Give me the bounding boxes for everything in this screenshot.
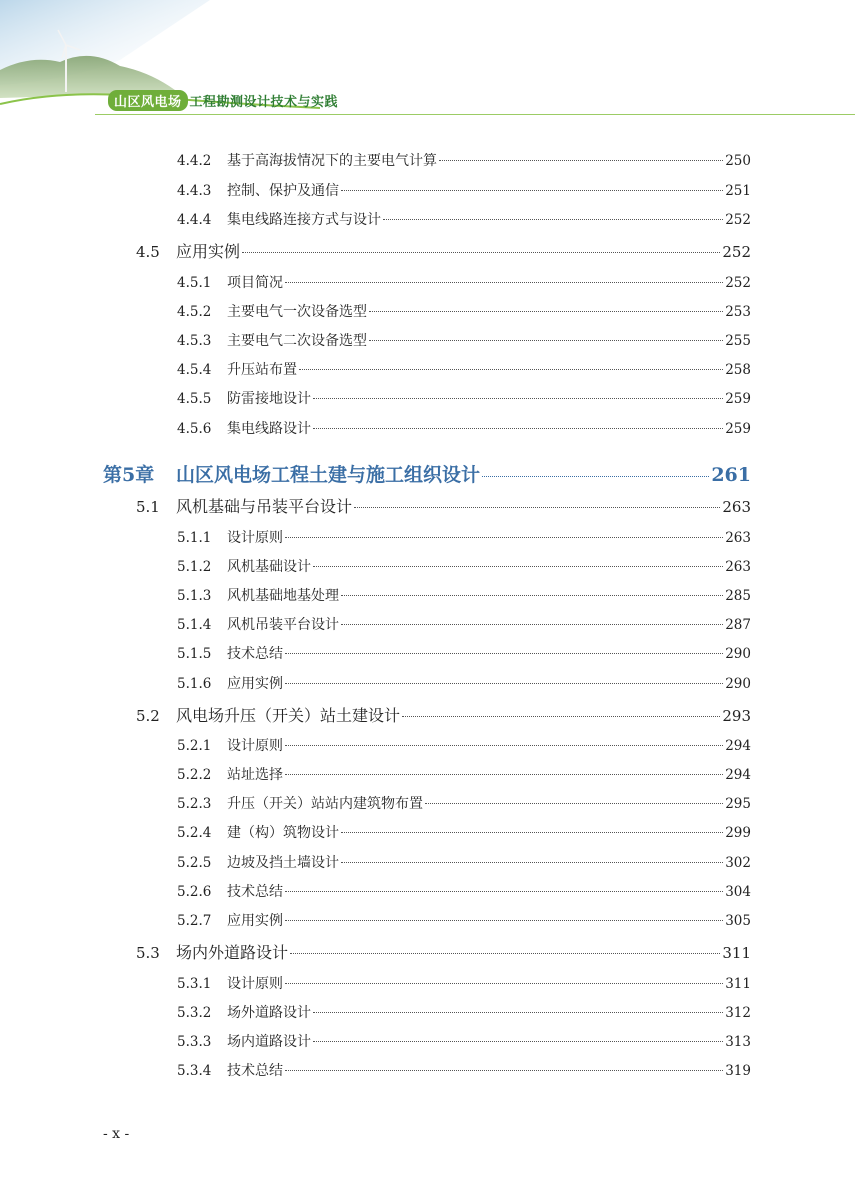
- toc-page-number: 294: [725, 738, 751, 754]
- toc-title: 技术总结: [227, 884, 283, 900]
- toc-leader-dots: [285, 653, 723, 654]
- toc-leader-dots: [290, 953, 720, 954]
- toc-page-number: 294: [725, 767, 751, 783]
- toc-title: 场内道路设计: [227, 1034, 311, 1050]
- toc-subsection[interactable]: [177, 150, 751, 170]
- toc-page-number: 304: [725, 884, 751, 900]
- toc-page-number: 302: [725, 855, 751, 871]
- toc-page-number: 252: [722, 243, 751, 261]
- toc-leader-dots: [402, 716, 720, 717]
- toc-subsection[interactable]: [177, 852, 751, 872]
- toc-title: 风电场升压（开关）站土建设计: [176, 706, 401, 725]
- toc-leader-dots: [313, 398, 723, 399]
- toc-title: 基于高海拔情况下的主要电气计算: [227, 153, 437, 169]
- toc-page-number: 295: [725, 796, 751, 812]
- toc-number: 5.2.2: [177, 767, 212, 783]
- toc-page-number: 251: [725, 183, 751, 199]
- toc-leader-dots: [285, 774, 723, 775]
- toc-page-number: 261: [711, 464, 751, 486]
- toc-title: 集电线路连接方式与设计: [227, 212, 381, 228]
- toc-title: 项目简况: [227, 275, 283, 291]
- toc-number: 5.2.1: [177, 738, 212, 754]
- toc-subsection[interactable]: [177, 418, 751, 438]
- toc-subsection[interactable]: [177, 180, 751, 200]
- toc-number: 5.3.3: [177, 1034, 212, 1050]
- toc-leader-dots: [341, 624, 723, 625]
- toc-leader-dots: [285, 891, 723, 892]
- toc-page-number: 311: [722, 944, 751, 962]
- toc-title: 风机基础地基处理: [227, 588, 339, 604]
- toc-number: 5.1.6: [177, 676, 212, 692]
- book-title-rest: 工程勘测设计技术与实践: [189, 95, 339, 110]
- toc-page-number: 263: [725, 559, 751, 575]
- toc-number: 4.5.6: [177, 421, 212, 437]
- toc-subsection[interactable]: [177, 388, 751, 408]
- toc-leader-dots: [369, 311, 723, 312]
- toc-subsection[interactable]: [177, 527, 751, 547]
- page-header: [0, 0, 864, 130]
- toc-leader-dots: [285, 1070, 723, 1071]
- toc-leader-dots: [313, 1012, 723, 1013]
- toc-title: 设计原则: [227, 530, 283, 546]
- toc-title: 风机基础设计: [227, 559, 311, 575]
- toc-leader-dots: [313, 566, 723, 567]
- toc-title: 设计原则: [227, 738, 283, 754]
- toc-leader-dots: [285, 920, 723, 921]
- toc-title: 应用实例: [176, 242, 241, 261]
- toc-title: 场内外道路设计: [176, 943, 289, 962]
- toc-number: 4.5.1: [177, 275, 212, 291]
- toc-leader-dots: [285, 983, 723, 984]
- toc-leader-dots: [285, 745, 723, 746]
- toc-title: 防雷接地设计: [227, 391, 311, 407]
- toc-title: 场外道路设计: [227, 1005, 311, 1021]
- toc-number: 5.3: [136, 944, 160, 962]
- toc-subsection[interactable]: [177, 209, 751, 229]
- toc-subsection[interactable]: [177, 822, 751, 842]
- toc-number: 5.1.1: [177, 530, 212, 546]
- toc-page-number: 252: [725, 212, 751, 228]
- toc-subsection[interactable]: [177, 359, 751, 379]
- toc-title: 主要电气二次设备选型: [227, 333, 367, 349]
- toc-page-number: 311: [725, 976, 751, 992]
- toc-title: 应用实例: [227, 676, 283, 692]
- toc-page-number: 250: [725, 153, 751, 169]
- toc-section[interactable]: [136, 239, 751, 261]
- toc-number: 5.1.4: [177, 617, 212, 633]
- toc-leader-dots: [482, 476, 709, 477]
- toc-leader-dots: [341, 832, 723, 833]
- toc-subsection[interactable]: [177, 272, 751, 292]
- toc-number: 4.5: [136, 243, 160, 261]
- toc-number: 5.2.5: [177, 855, 212, 871]
- toc-number: 4.5.2: [177, 304, 212, 320]
- toc-leader-dots: [341, 595, 723, 596]
- toc-leader-dots: [341, 862, 723, 863]
- toc-number: 5.1.3: [177, 588, 212, 604]
- toc-chapter[interactable]: [103, 460, 751, 486]
- toc-number: 5.2: [136, 707, 160, 725]
- toc-title: 风机基础与吊装平台设计: [176, 497, 353, 516]
- toc-leader-dots: [285, 683, 723, 684]
- toc-subsection[interactable]: [177, 1060, 751, 1080]
- toc-page-number: 259: [725, 391, 751, 407]
- toc-section[interactable]: [136, 940, 751, 962]
- book-title: [108, 90, 338, 111]
- toc-page-number: 305: [725, 913, 751, 929]
- toc-page-number: 293: [722, 707, 751, 725]
- toc-number: 5.3.2: [177, 1005, 212, 1021]
- toc-section[interactable]: [136, 703, 751, 725]
- toc-number: 5.2.3: [177, 796, 212, 812]
- toc-title: 技术总结: [227, 646, 283, 662]
- toc-page-number: 258: [725, 362, 751, 378]
- toc-number: 4.5.3: [177, 333, 212, 349]
- toc-number: 5.1.2: [177, 559, 212, 575]
- toc-subsection[interactable]: [177, 1031, 751, 1051]
- toc-page-number: 252: [725, 275, 751, 291]
- toc-page-number: 312: [725, 1005, 751, 1021]
- header-divider: [95, 114, 855, 115]
- toc-title: 应用实例: [227, 913, 283, 929]
- toc-subsection[interactable]: [177, 330, 751, 350]
- toc-number: 5.3.4: [177, 1063, 212, 1079]
- toc-page-number: 259: [725, 421, 751, 437]
- toc-leader-dots: [299, 369, 723, 370]
- toc-subsection[interactable]: [177, 881, 751, 901]
- toc-leader-dots: [369, 340, 723, 341]
- toc-page-number: 287: [725, 617, 751, 633]
- toc-page-number: 285: [725, 588, 751, 604]
- toc-title: 山区风电场工程土建与施工组织设计: [176, 464, 481, 486]
- toc-leader-dots: [354, 507, 720, 508]
- toc-number: 4.4.4: [177, 212, 212, 228]
- toc-subsection[interactable]: [177, 585, 751, 605]
- toc-leader-dots: [313, 1041, 723, 1042]
- toc-page-number: 313: [725, 1034, 751, 1050]
- toc-number: 5.2.7: [177, 913, 212, 929]
- toc-number: 5.2.4: [177, 825, 212, 841]
- toc-title: 控制、保护及通信: [227, 183, 339, 199]
- toc-title: 边坡及挡土墙设计: [227, 855, 339, 871]
- toc-title: 升压站布置: [227, 362, 297, 378]
- toc-number: 5.3.1: [177, 976, 212, 992]
- toc-page-number: 263: [722, 498, 751, 516]
- toc-subsection[interactable]: [177, 556, 751, 576]
- toc-page-number: 263: [725, 530, 751, 546]
- toc-subsection[interactable]: [177, 1002, 751, 1022]
- toc-number: 4.4.2: [177, 153, 212, 169]
- toc-number: 第5章: [103, 464, 155, 486]
- toc-subsection[interactable]: [177, 735, 751, 755]
- book-title-highlight: 山区风电场: [108, 90, 188, 111]
- toc-page-number: 290: [725, 676, 751, 692]
- toc-number: 4.5.4: [177, 362, 212, 378]
- toc-title: 升压（开关）站站内建筑物布置: [227, 796, 423, 812]
- toc-number: 5.2.6: [177, 884, 212, 900]
- toc-subsection[interactable]: [177, 764, 751, 784]
- toc-page-number: 290: [725, 646, 751, 662]
- toc-section[interactable]: [136, 494, 751, 516]
- toc-page-number: 319: [725, 1063, 751, 1079]
- toc-leader-dots: [242, 252, 720, 253]
- toc-leader-dots: [285, 282, 723, 283]
- toc-leader-dots: [425, 803, 723, 804]
- toc-number: 5.1.5: [177, 646, 212, 662]
- toc-number: 4.5.5: [177, 391, 212, 407]
- toc-title: 风机吊装平台设计: [227, 617, 339, 633]
- toc-subsection[interactable]: [177, 643, 751, 663]
- toc-subsection[interactable]: [177, 673, 751, 693]
- toc-number: 5.1: [136, 498, 160, 516]
- toc-title: 设计原则: [227, 976, 283, 992]
- toc-number: 4.4.3: [177, 183, 212, 199]
- toc-leader-dots: [285, 537, 723, 538]
- toc-title: 主要电气一次设备选型: [227, 304, 367, 320]
- toc-subsection[interactable]: [177, 973, 751, 993]
- toc-subsection[interactable]: [177, 301, 751, 321]
- toc-title: 建（构）筑物设计: [227, 825, 339, 841]
- toc-page-number: 299: [725, 825, 751, 841]
- toc-subsection[interactable]: [177, 910, 751, 930]
- toc-title: 技术总结: [227, 1063, 283, 1079]
- toc-page-number: 255: [725, 333, 751, 349]
- toc-page-number: 253: [725, 304, 751, 320]
- toc-leader-dots: [341, 190, 723, 191]
- toc-title: 站址选择: [227, 767, 283, 783]
- toc-title: 集电线路设计: [227, 421, 311, 437]
- toc-leader-dots: [439, 160, 723, 161]
- toc-subsection[interactable]: [177, 793, 751, 813]
- page-number: - x -: [103, 1126, 130, 1142]
- toc-leader-dots: [383, 219, 723, 220]
- toc-subsection[interactable]: [177, 614, 751, 634]
- toc-leader-dots: [313, 428, 723, 429]
